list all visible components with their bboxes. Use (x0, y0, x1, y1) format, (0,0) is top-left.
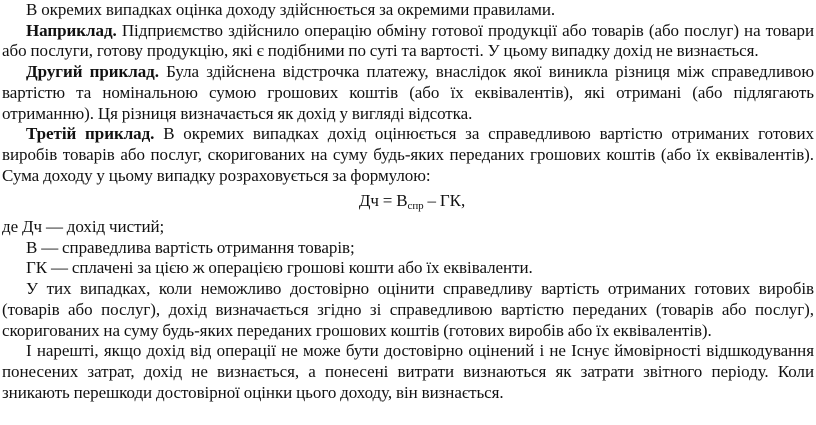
example-1-paragraph (2, 21, 814, 62)
formula-lhs: Дч = В (358, 191, 408, 211)
example-2-paragraph (2, 62, 814, 124)
example-1-text: Підприємство здійснило операцію обміну готової продукції або товарів (або послуг) на товари або послуги, готову продукцію, які є подібними по суті та вартості. У цьому випадку дохід не визнається. (2, 20, 814, 61)
example-2-text: Була здійснена відстрочка платежу, внаслідок якої виникла різниця між справедливою вартістю та номінальною сумою грошових коштів (або їх еквівалентів), які отримані (або підлягають отриманню). Ця різниця визначається як дохід у вигляді відсотка. (2, 62, 814, 123)
income-formula (2, 191, 814, 212)
example-3-text: В окремих випадках дохід оцінюється за справедливою вартістю отриманих готових виробів товарів або послуг, скоригованих на суму будь-яких переданих грошових коштів (або їх еквівалентів). Сума доходу у цьому випадку розраховується за формулою: (2, 124, 814, 185)
definition-net-income: де Дч — дохід чистий; (2, 217, 165, 237)
fair-value-paragraph: У тих випадках, коли неможливо достовірно оцінити справедливу вартість отриманих готових виробів (товарів або послуг), дохід визначається згідно зі справедливою вартістю переданих (товарів або послуг), скоригованих на суму будь-яких переданих грошових коштів (готових виробів або їх еквівалентів). (2, 279, 814, 340)
example-3-heading: Третій приклад. (26, 124, 155, 144)
example-1-heading: Наприклад. (26, 20, 117, 40)
final-paragraph: І нарешті, якщо дохід від операції не може бути достовірно оцінений і не Існує ймовірності відшкодування понесених затрат, дохід не визнається, а понесені витрати визнаються як затрати звітного періоду. Коли зникають перешкоди достовірної оцінки цього доходу, він визнається. (2, 341, 814, 402)
example-3-paragraph (2, 124, 814, 186)
formula-rhs: – ГК, (423, 191, 466, 211)
example-2-heading: Другий приклад. (26, 62, 159, 82)
definition-cash-paid: ГК — сплачені за цією ж операцією грошові кошти або їх еквіваленти. (26, 258, 533, 278)
formula-subscript: спр (407, 200, 424, 213)
intro-paragraph: В окремих випадках оцінка доходу здійснюється за окремими правилами. (26, 0, 556, 19)
definition-fair-value: В — справедлива вартість отримання товарів; (26, 237, 355, 257)
